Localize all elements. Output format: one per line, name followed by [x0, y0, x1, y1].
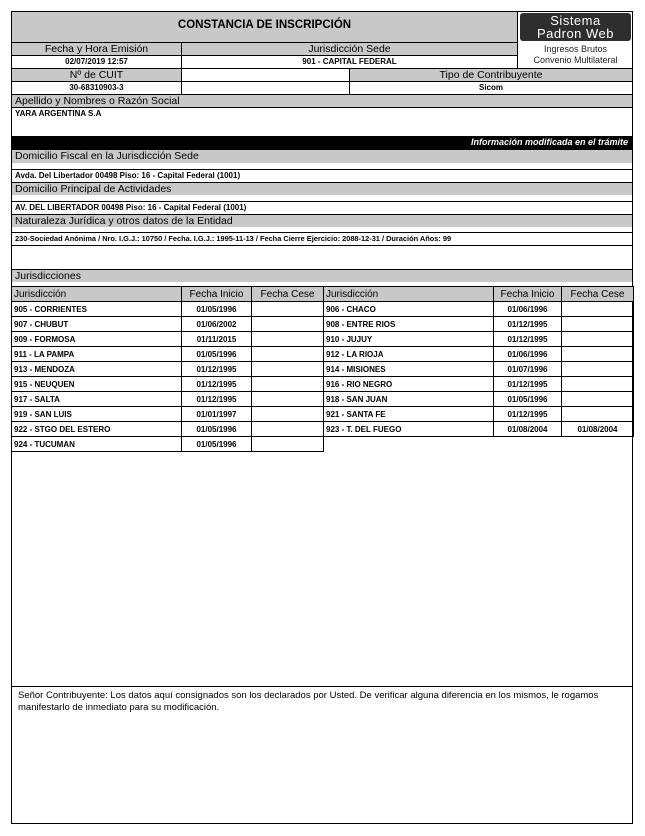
jurisdiction-name: 909 - FORMOSA [12, 332, 182, 347]
start-date: 01/12/1995 [494, 407, 562, 422]
logo-line-1: Sistema [550, 13, 601, 28]
jurisdiction-name: 921 - SANTA FE [324, 407, 494, 422]
modified-info-banner: Información modificada en el trámite [12, 136, 632, 150]
start-date: 01/12/1995 [494, 377, 562, 392]
end-date [252, 347, 324, 362]
col-start-date-header: Fecha Inicio [494, 287, 562, 302]
jurisdictions-table-left [11, 286, 324, 452]
jurisdictions-label: Jurisdicciones [12, 269, 632, 282]
start-date: 01/11/2015 [182, 332, 252, 347]
end-date [562, 332, 634, 347]
end-date [562, 362, 634, 377]
main-address-label: Domicilio Principal de Actividades [12, 182, 632, 195]
jurisdiction-row [324, 392, 634, 407]
end-date [252, 422, 324, 437]
sistema-padron-web-logo [519, 13, 632, 41]
jurisdiction-row [324, 302, 634, 317]
end-date [562, 392, 634, 407]
start-date: 01/06/1996 [494, 302, 562, 317]
legal-nature-label: Naturaleza Jurídica y otros datos de la Entidad [12, 214, 632, 227]
jurisdiction-row [12, 437, 324, 452]
start-date: 01/05/1996 [182, 302, 252, 317]
jurisdiction-row [324, 362, 634, 377]
legal-nature-value: 230-Sociedad Anónima / Nro. I.G.J.: 10750 / Fecha. I.G.J.: 1995-11-13 / Fecha Cierre Ejercicio: 2088-12-31 / Duración Años: 99 [12, 232, 632, 246]
jurisdiction-row [324, 422, 634, 437]
cuit-value-spacer [182, 81, 350, 94]
jurisdiction-name: 918 - SAN JUAN [324, 392, 494, 407]
jurisdiction-row [324, 347, 634, 362]
cuit-spacer [182, 68, 350, 81]
taxpayer-type-label: Tipo de Contribuyente [350, 68, 632, 81]
start-date: 01/07/1996 [494, 362, 562, 377]
end-date [562, 302, 634, 317]
jurisdiction-row [12, 422, 324, 437]
emission-date-label: Fecha y Hora Emisión [12, 42, 182, 55]
jurisdiction-name: 914 - MISIONES [324, 362, 494, 377]
start-date: 01/12/1995 [494, 332, 562, 347]
document-title: CONSTANCIA DE INSCRIPCIÓN [12, 12, 518, 42]
end-date: 01/08/2004 [562, 422, 634, 437]
company-name-label: Apellido y Nombres o Razón Social [12, 94, 632, 107]
jurisdiction-name: 908 - ENTRE RIOS [324, 317, 494, 332]
start-date: 01/08/2004 [494, 422, 562, 437]
jurisdiction-name: 916 - RIO NEGRO [324, 377, 494, 392]
jurisdiction-row [324, 377, 634, 392]
jurisdiction-row [12, 317, 324, 332]
headquarters-jurisdiction-value: 901 - CAPITAL FEDERAL [182, 55, 518, 68]
end-date [252, 377, 324, 392]
jurisdiction-row [324, 332, 634, 347]
col-start-date-header: Fecha Inicio [182, 287, 252, 302]
main-address-value: AV. DEL LIBERTADOR 00498 Piso: 16 - Capital Federal (1001) [12, 201, 632, 214]
jurisdiction-name: 919 - SAN LUIS [12, 407, 182, 422]
end-date [562, 317, 634, 332]
cuit-value: 30-68310903-3 [12, 81, 182, 94]
start-date: 01/05/1996 [494, 392, 562, 407]
jurisdictions-table-right [323, 286, 634, 437]
fiscal-address-label: Domicilio Fiscal en la Jurisdicción Sede [12, 150, 632, 163]
jurisdiction-name: 913 - MENDOZA [12, 362, 182, 377]
jurisdiction-name: 922 - STGO DEL ESTERO [12, 422, 182, 437]
taxpayer-notice: Señor Contribuyente: Los datos aquí consignados son los declarados por Usted. De verificar alguna diferencia en los mismos, le rogamos manifestarlo de inmediato para su modificación. [12, 686, 632, 726]
end-date [252, 332, 324, 347]
headquarters-jurisdiction-label: Jurisdicción Sede [182, 42, 518, 55]
jurisdiction-row [12, 377, 324, 392]
jurisdiction-name: 905 - CORRIENTES [12, 302, 182, 317]
fiscal-address-value: Avda. Del Libertador 00498 Piso: 16 - Capital Federal (1001) [12, 169, 632, 182]
jurisdiction-row [12, 332, 324, 347]
subtitle-gross-income: Ingresos Brutos [543, 44, 608, 54]
end-date [252, 392, 324, 407]
jurisdiction-name: 924 - TUCUMAN [12, 437, 182, 452]
jurisdiction-name: 910 - JUJUY [324, 332, 494, 347]
col-jurisdiction-header: Jurisdicción [12, 287, 182, 302]
jurisdiction-row [12, 347, 324, 362]
jurisdiction-name: 907 - CHUBUT [12, 317, 182, 332]
jurisdiction-name: 911 - LA PAMPA [12, 347, 182, 362]
start-date: 01/06/2002 [182, 317, 252, 332]
start-date: 01/06/1996 [494, 347, 562, 362]
jurisdiction-name: 912 - LA RIOJA [324, 347, 494, 362]
col-end-date-header: Fecha Cese [252, 287, 324, 302]
jurisdiction-name: 915 - NEUQUEN [12, 377, 182, 392]
end-date [252, 437, 324, 452]
jurisdiction-row [12, 362, 324, 377]
end-date [562, 377, 634, 392]
col-end-date-header: Fecha Cese [562, 287, 634, 302]
end-date [562, 347, 634, 362]
start-date: 01/05/1996 [182, 437, 252, 452]
inscription-certificate [11, 11, 633, 824]
col-jurisdiction-header: Jurisdicción [324, 287, 494, 302]
end-date [252, 317, 324, 332]
end-date [252, 407, 324, 422]
end-date [252, 302, 324, 317]
emission-date-value: 02/07/2019 12:57 [12, 55, 182, 68]
start-date: 01/12/1995 [182, 377, 252, 392]
start-date: 01/05/1996 [182, 422, 252, 437]
jurisdiction-row [12, 302, 324, 317]
jurisdiction-row [324, 317, 634, 332]
start-date: 01/12/1995 [182, 392, 252, 407]
taxpayer-type-value: Sicom [350, 81, 632, 94]
start-date: 01/12/1995 [182, 362, 252, 377]
end-date [562, 407, 634, 422]
end-date [252, 362, 324, 377]
jurisdiction-name: 917 - SALTA [12, 392, 182, 407]
jurisdiction-row [324, 407, 634, 422]
start-date: 01/01/1997 [182, 407, 252, 422]
subtitle-multilateral-agreement: Convenio Multilateral [533, 55, 618, 65]
start-date: 01/05/1996 [182, 347, 252, 362]
jurisdiction-name: 923 - T. DEL FUEGO [324, 422, 494, 437]
jurisdiction-name: 906 - CHACO [324, 302, 494, 317]
start-date: 01/12/1995 [494, 317, 562, 332]
cuit-label: Nº de CUIT [12, 68, 182, 81]
jurisdiction-row [12, 392, 324, 407]
logo-line-2: Padron Web [536, 26, 615, 41]
company-name-value: YARA ARGENTINA S.A [12, 107, 632, 120]
jurisdiction-row [12, 407, 324, 422]
